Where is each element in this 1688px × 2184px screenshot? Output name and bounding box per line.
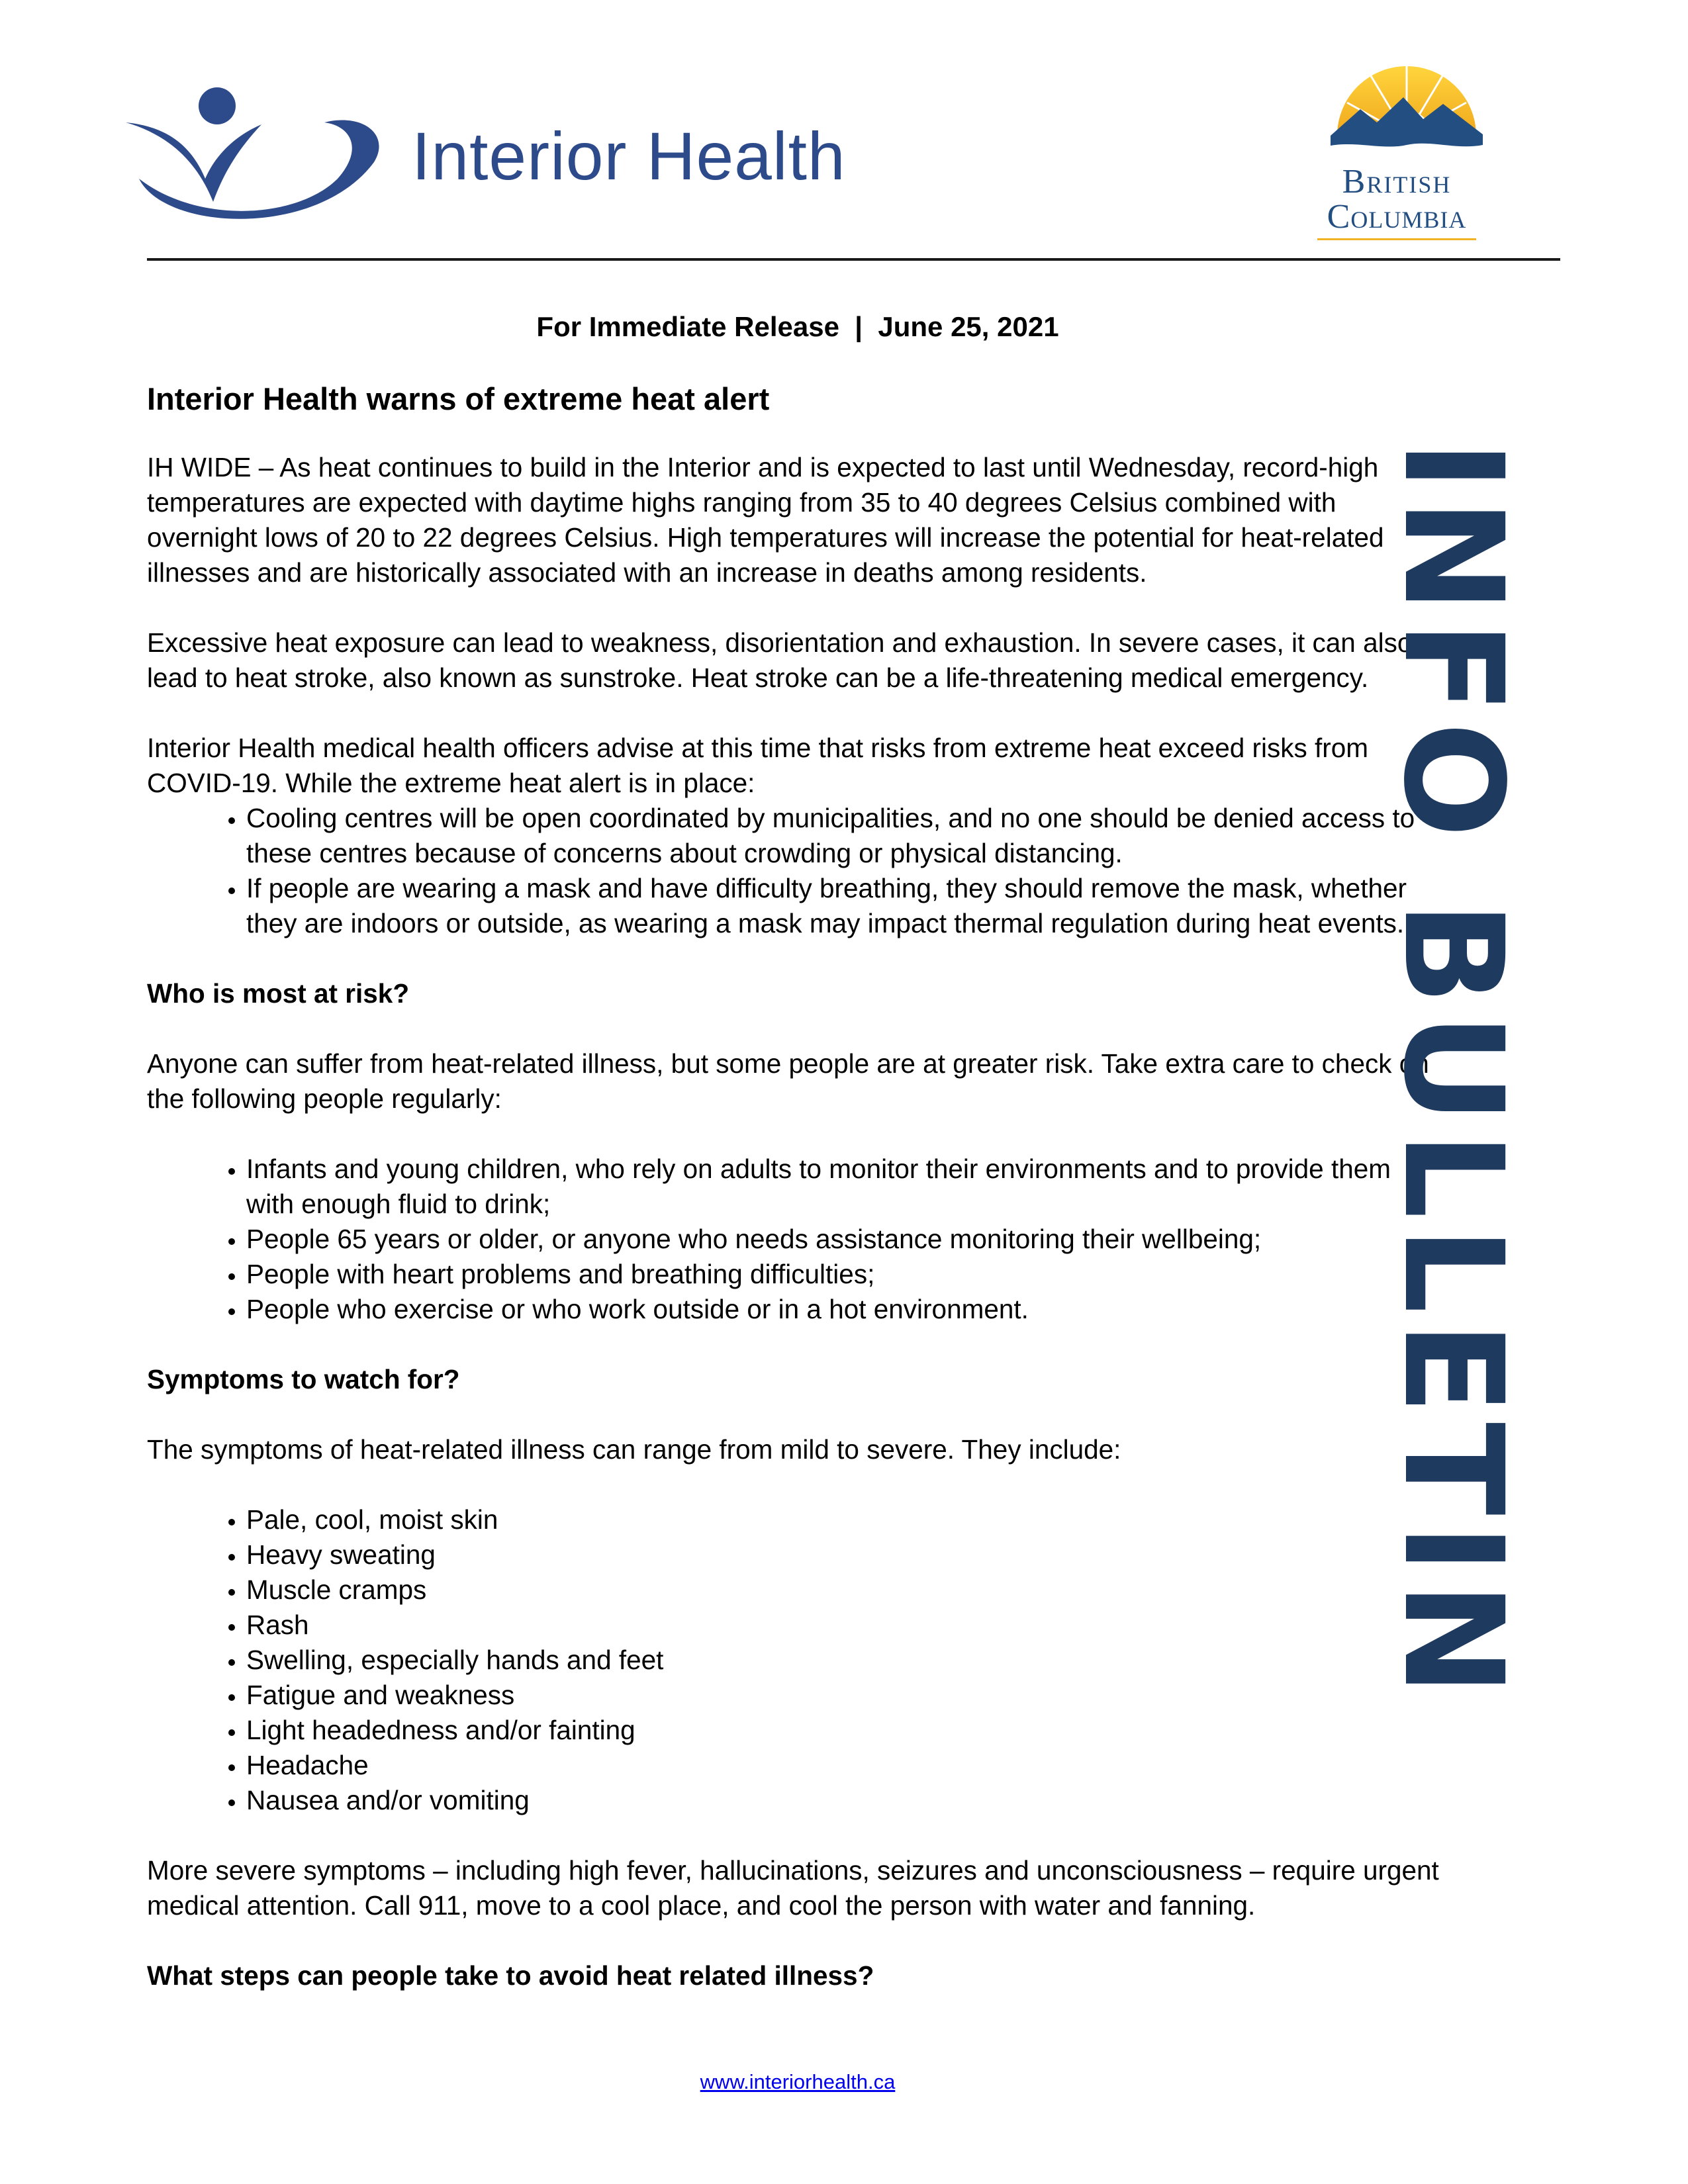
- list-item: • Nausea and/or vomiting: [246, 1783, 1444, 1818]
- list-item: • People 65 years or older, or anyone who needs assistance monitoring their wellbeing;: [246, 1222, 1444, 1257]
- heat-effects-paragraph: Excessive heat exposure can lead to weakness, disorientation and exhaustion. In severe cases, it can also lead to heat stroke, also known as sunstroke. Heat stroke can be a life-threatening medical emergency.: [147, 627, 1413, 693]
- intro-paragraph: IH WIDE – As heat continues to build in the Interior and is expected to last until Wednesday, record-high temperatures are expected with daytime highs ranging from 35 to 40 degrees Celsius combined with overnight lows of 20 to 22 degrees Celsius. High temperatures will increase the potential for heat-related illnesses and are historically associated with an increase in deaths among residents.: [147, 452, 1384, 588]
- header-divider: [147, 258, 1560, 261]
- interior-health-logo: [126, 86, 391, 245]
- severe-symptoms-paragraph: More severe symptoms – including high fever, hallucinations, seizures and unconsciousness – require urgent medical attention. Call 911, move to a cool place, and cool the person with water and fanning.: [147, 1855, 1439, 1921]
- list-item: • If people are wearing a mask and have difficulty breathing, they should remove the mask, whether they are indoors or outside, as wearing a mask may impact thermal regulation during heat events.: [246, 871, 1444, 941]
- website-link[interactable]: www.interiorhealth.ca: [700, 2070, 896, 2093]
- risk-bullet-list: [147, 1152, 1444, 1327]
- bc-logo-underline: [1317, 238, 1476, 240]
- bulletin-body: [147, 450, 1444, 2028]
- symptom-bullet-list: [147, 1502, 1444, 1818]
- list-item: • Fatigue and weakness: [246, 1678, 1444, 1713]
- list-item: • Rash: [246, 1608, 1444, 1643]
- org-name: Interior Health: [412, 118, 846, 194]
- risk-intro: Anyone can suffer from heat-related illness, but some people are at greater risk. Take extra care to check on the following people regularly:: [147, 1048, 1429, 1114]
- covid-paragraph: Interior Health medical health officers advise at this time that risks from extreme heat exceed risks from COVID-19. While the extreme heat alert is in place:: [147, 733, 1368, 798]
- alert-bullet-list: [147, 801, 1444, 941]
- symptoms-intro: The symptoms of heat-related illness can range from mild to severe. They include:: [147, 1434, 1121, 1465]
- steps-heading: What steps can people take to avoid heat related illness?: [147, 1960, 874, 1991]
- list-item: • People with heart problems and breathing difficulties;: [246, 1257, 1444, 1292]
- bc-logo-line1: British: [1342, 163, 1452, 201]
- symptoms-heading: Symptoms to watch for?: [147, 1364, 460, 1394]
- bc-sun-mountains-icon: [1331, 56, 1483, 156]
- list-item: • People who exercise or who work outside or in a hot environment.: [246, 1292, 1444, 1327]
- list-item: • Cooling centres will be open coordinated by municipalities, and no one should be denied access to these centres because of concerns about crowding or physical distancing.: [246, 801, 1444, 871]
- headline: Interior Health warns of extreme heat alert: [147, 381, 770, 416]
- list-item: • Infants and young children, who rely on adults to monitor their environments and to provide them with enough fluid to drink;: [246, 1152, 1444, 1222]
- risk-heading: Who is most at risk?: [147, 978, 410, 1009]
- list-item: • Headache: [246, 1748, 1444, 1783]
- list-item: • Heavy sweating: [246, 1537, 1444, 1572]
- bc-logo-line2: Columbia: [1327, 198, 1467, 236]
- list-item: • Pale, cool, moist skin: [246, 1502, 1444, 1537]
- info-bulletin-vertical-title: INFO BULLETIN: [1374, 440, 1532, 1704]
- list-item: • Swelling, especially hands and feet: [246, 1643, 1444, 1678]
- list-item: • Muscle cramps: [246, 1572, 1444, 1608]
- release-date-line: For Immediate Release | June 25, 2021: [536, 311, 1059, 342]
- list-item: • Light headedness and/or fainting: [246, 1713, 1444, 1748]
